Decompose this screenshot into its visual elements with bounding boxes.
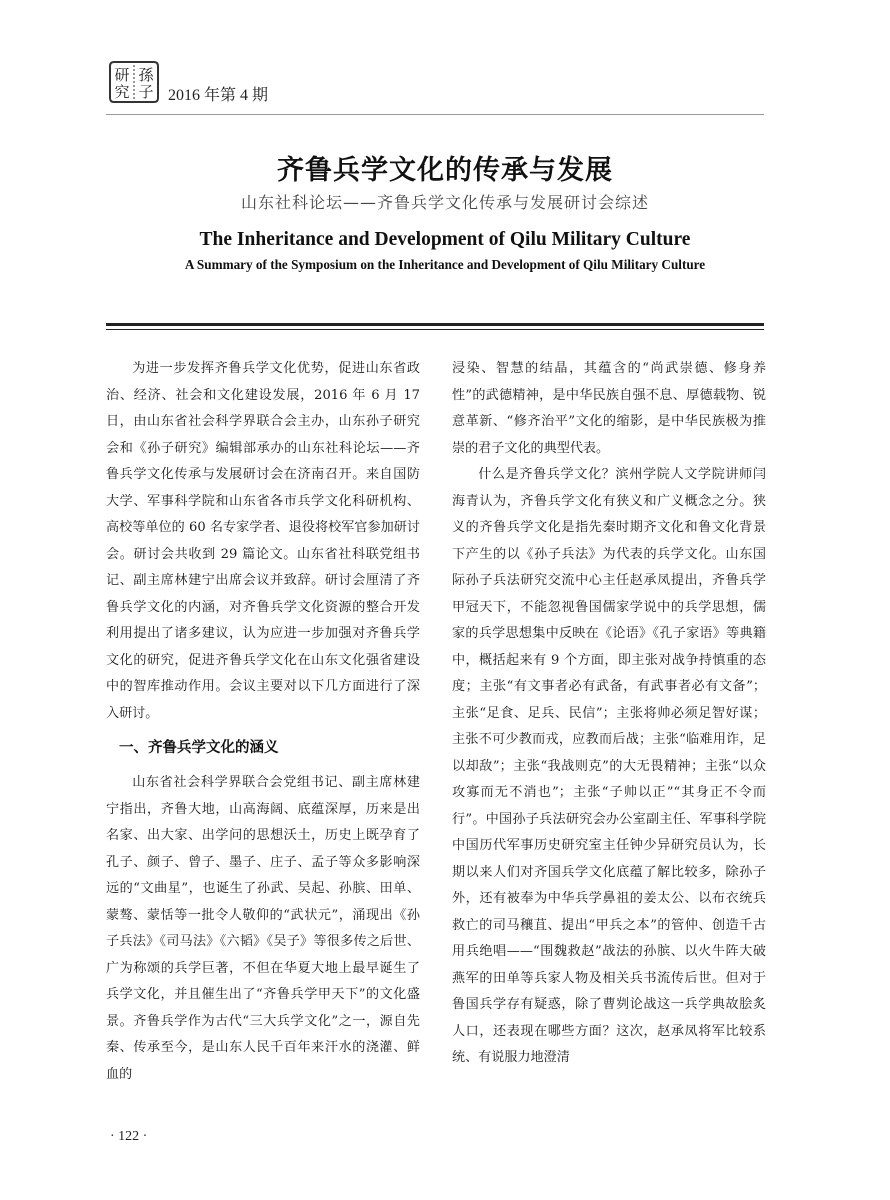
section-paragraph: 山东省社会科学界联合会党组书记、副主席林建宁指出，齐鲁大地，山高海阔、底蕴深厚，历来是出名家、出大家、出学问的思想沃土，历史上既孕育了孔子、颜子、曾子、墨子、庄子、孟子等众多影响深远的“文曲星”，也诞生了孙武、吴起、孙膑、田单、蒙骜、蒙恬等一批令人敬仰的“武状元”，涌现出《孙子兵法》《司马法》《六韬》《吴子》等很多传之后世、广为称颂的兵学巨著，不但在华夏大地上最早诞生了兵学文化，并且催生出了“齐鲁兵学甲天下”的文化盛景。齐鲁兵学作为古代“三大兵学文化”之一，源自先秦、传承至今，是山东人民千百年来汗水的浇灌、鲜血的 [106,775,420,1082]
header-divider [106,114,764,115]
continued-paragraph: 浸染、智慧的结晶，其蕴含的“尚武崇德、修身养性”的武德精神，是中华民族自强不息、厚德载物、锐意革新、“修齐治平”文化的缩影，是中华民族极为推崇的君子文化的典型代表。 [452,361,766,456]
left-column [106,356,420,1088]
logo-char-1: 研 [114,66,130,84]
page-number: · 122 · [110,1129,148,1144]
journal-issue: 2016 年第 4 期 [168,87,269,104]
logo-char-2: 孫 [138,66,154,84]
article-subtitle-en: A Summary of the Symposium on the Inheritance and Development of Qilu Military Culture [184,257,706,272]
right-column [452,356,766,1072]
article-title-en: The Inheritance and Development of Qilu Military Culture [199,229,691,250]
logo-char-4: 子 [138,83,154,101]
title-divider-thick [106,323,764,326]
logo-char-3: 究 [114,83,130,101]
journal-seal-icon [106,58,162,104]
intro-paragraph: 为进一步发挥齐鲁兵学文化优势，促进山东省政治、经济、社会和文化建设发展，2016 年 6 月 17 日，由山东省社会科学界联合会主办，山东孙子研究会和《孙子研究》编辑部承办的山东社科论坛——齐鲁兵学文化传承与发展研讨会在济南召开。来自国防大学、军事科学院和山东省各市兵学文化科研机构、高校等单位的 60 名专家学者、退役将校军官参加研讨会。研讨会共收到 29 篇论文。山东省社科联党组书记、副主席林建宁出席会议并致辞。研讨会厘清了齐鲁兵学文化的内涵，对齐鲁兵学文化资源的整合开发利用提出了诸多建议，认为应进一步加强对齐鲁兵学文化的研究，促进齐鲁兵学文化在山东文化强省建设中的智库推动作用。会议主要对以下几方面进行了深入研讨。 [106,361,420,721]
title-divider-thin [106,329,764,330]
section-heading: 一、齐鲁兵学文化的涵义 [119,740,279,756]
body-paragraph: 什么是齐鲁兵学文化？滨州学院人文学院讲师闫海青认为，齐鲁兵学文化有狭义和广义概念之分。狭义的齐鲁兵学文化是指先秦时期齐文化和鲁文化背景下产生的以《孙子兵法》为代表的兵学文化。山东国际孙子兵法研究交流中心主任赵承凤提出，齐鲁兵学甲冠天下，不能忽视鲁国儒家学说中的兵学思想，儒家的兵学思想集中反映在《论语》《孔子家语》等典籍中，概括起来有 9 个方面，即主张对战争持慎重的态度；主张“有文事者必有武备，有武事者必有文备”；主张“足食、足兵、民信”；主张将帅必须足智好谋；主张不可少教而戎，应教而后战；主张“临难用诈，足以却敌”；主张“我战则克”的大无畏精神；主张“以众攻寡而无不消也”；主张“子帅以正”“其身正不令而行”。中国孙子兵法研究会办公室副主任、军事科学院中国历代军事历史研究室主任钟少异研究员认为，长期以来人们对齐国兵学文化底蕴了解比较多，除孙子外，还有被奉为中华兵学鼻祖的姜太公、以布衣统兵救亡的司马穰苴、提出“甲兵之本”的管仲、创造千古用兵绝唱——“围魏救赵”战法的孙膑、以火牛阵大破燕军的田单等兵家人物及相关兵书流传后世。但对于鲁国兵学存有疑惑，除了曹刿论战这一兵学典故脍炙人口，还表现在哪些方面？这次，赵承凤将军比较系统、有说服力地澄清 [452,467,766,1065]
article-subtitle-cn: 山东社科论坛——齐鲁兵学文化传承与发展研讨会综述 [240,193,649,212]
article-title-cn: 齐鲁兵学文化的传承与发展 [277,155,613,186]
journal-logo [106,58,162,104]
